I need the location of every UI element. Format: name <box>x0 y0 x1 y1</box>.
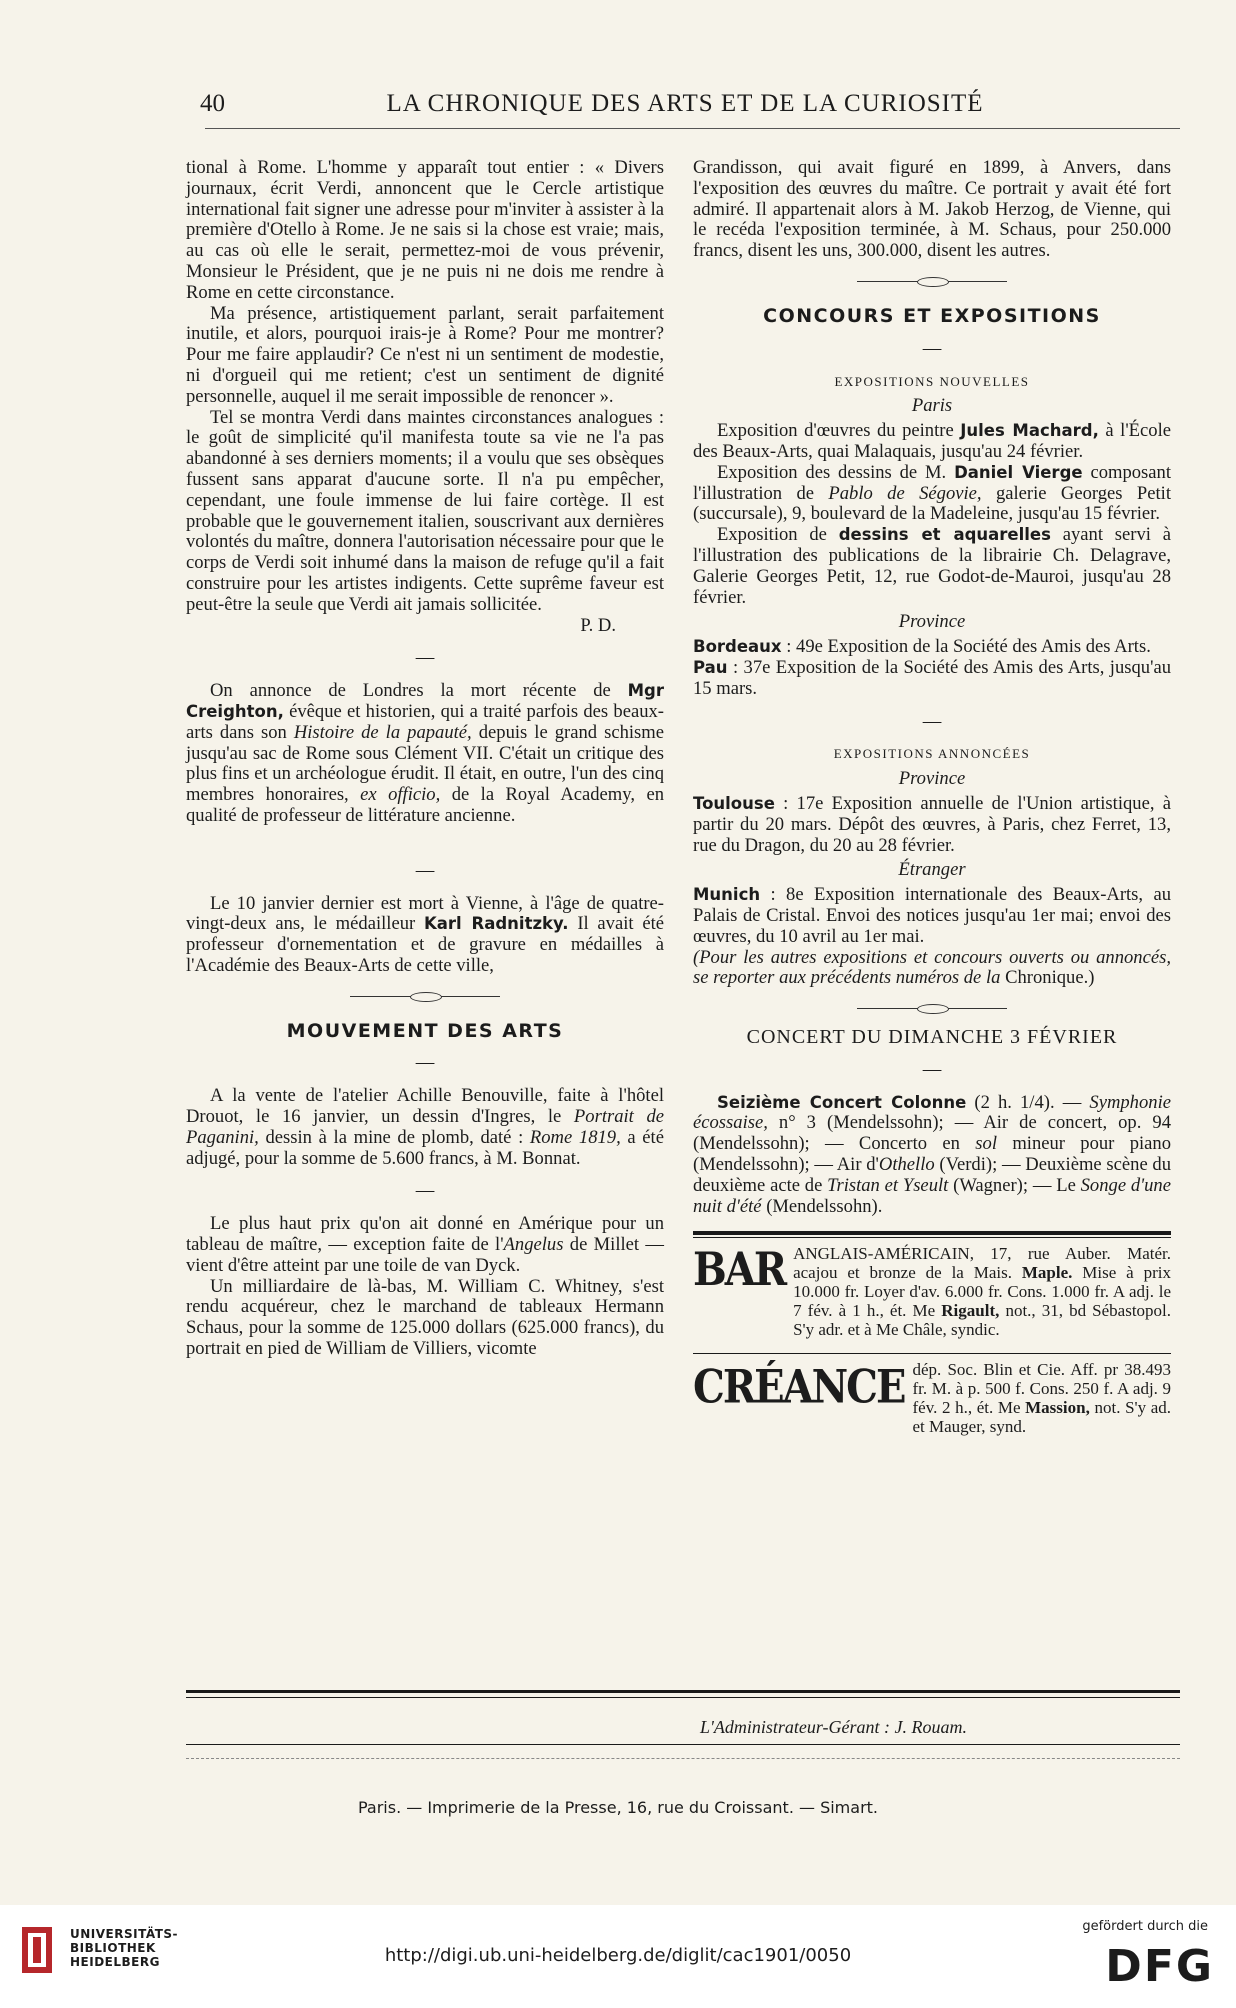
text-run: : 49e Exposition de la Société des Amis des Arts. <box>786 636 1151 658</box>
text-run: ayant servi à l'illustration des publications de la librairie Ch. Delagrave, Galerie Georges Petit, 12, rue Godot-de-Mauroi, jusqu'au 28 février. <box>693 524 1171 608</box>
exhibition-entry <box>693 463 1171 525</box>
paragraph <box>186 681 664 827</box>
ad-rule <box>693 1231 1171 1235</box>
exhibition-entry <box>693 525 1171 608</box>
dotted-rule <box>186 1758 1180 1759</box>
library-name-line: UNIVERSITÄTS- <box>70 1927 179 1941</box>
text-run: dessin à la mine de plomb, daté : <box>265 1126 524 1148</box>
city-name: Toulouse <box>693 793 775 813</box>
paragraph: Un milliardaire de là-bas, M. William C. Whitney, s'est rendu acquéreur, chez le marchand de tableaux Hermann Schaus, pour la somme de 125.000 dollars (625.000 francs), du portrait en pied de William de Villiers, vicomte <box>186 1275 664 1360</box>
text-run: Il avait été professeur d'ornementation et de gravure en médailles à l'Académie des Beaux-Arts de cette ville, <box>186 913 664 976</box>
work-title: Portrait de Paganini, <box>186 1106 664 1148</box>
subsection-heading: EXPOSITIONS NOUVELLES <box>834 373 1030 389</box>
header-rule <box>205 128 1180 129</box>
right-column <box>693 158 1171 1436</box>
paragraph: Tel se montra Verdi dans maintes circonstances analogues : le goût de simplicité qu'il manifesta toute sa vie ne l'a pas abandonné à ses derniers moments; il a voulu que ses obsèques fussent sans apparat d'aucune sorte. Il n'a pu empêcher, cependant, une foule immense de lui faire cortège. Il est probable que le gouvernement italien, souscrivant aux dernières volontés du maître, donnera l'autorisation nécessaire pour que le corps de Verdi soit inhumé dans la maison de refuge qu'il a fait construire pour les artistes indigents. Cette suprême faveur est peut-être la seule que Verdi ait jamais sollicitée. <box>186 406 664 615</box>
text-run: à l'École des Beaux-Arts, quai Malaquais, jusqu'au 24 février. <box>693 420 1172 462</box>
location-heading: Province <box>898 611 966 633</box>
text-run: (2 h. 1/4). — <box>974 1091 1082 1113</box>
separator-dash: — <box>922 1058 942 1080</box>
text-run: depuis le grand schisme jusqu'au sac de Rome sous Clément VII. C'était un critique des plus fins et un archéologue érudit. Il était, en outre, l'un des cinq membres honoraires, <box>186 721 664 806</box>
exhibition-entry <box>693 794 1171 856</box>
person-name: Karl Radnitzky. <box>423 914 569 934</box>
text-run: de Millet — vient d'être atteint par une toile de van Dyck. <box>186 1234 665 1276</box>
text-run: n° 3 (Mendelssohn); — Air de concert, op. 94 (Mendelssohn); — Concerto en <box>693 1112 1171 1155</box>
exhibition-entry <box>693 885 1171 947</box>
paragraph: tional à Rome. L'homme y apparaît tout entier : « Divers journaux, écrit Verdi, annoncent que le Cercle artistique international fait signer une adresse pour m'inviter à assister à la première d'Otello à Rome. Je ne sais si la chose est vraie; mais, au cas où elle le serait, permettez-moi de vous prévenir, Monsieur le Président, que je ne puis ni ne dois me rendre à Rome en cette circonstance. <box>186 157 664 303</box>
person-name: Jules Machard, <box>960 421 1099 441</box>
inscription: Rome 1819, <box>529 1126 621 1148</box>
separator-dash: — <box>415 1052 435 1074</box>
text-run: (Pour les autres expositions et concours ouverts ou annoncés, se reporter aux précédents numéros de la <box>693 946 1171 989</box>
work-title: Angelus <box>503 1234 564 1256</box>
location-heading: Province <box>898 768 966 790</box>
library-name-line: HEIDELBERG <box>70 1955 160 1969</box>
ornament-divider <box>186 991 664 1001</box>
bold-name: Massion, <box>1025 1398 1090 1418</box>
text-run: Exposition d'œuvres du peintre <box>717 420 954 442</box>
page-header <box>190 80 1180 120</box>
text-run: a été adjugé, pour la somme de 5.600 francs, à M. Bonnat. <box>186 1126 664 1169</box>
paragraph <box>186 894 664 977</box>
concert-program <box>693 1093 1171 1218</box>
separator-dash: — <box>922 337 942 359</box>
text-run: ANGLAIS-AMÉRICAIN, 17, rue Auber. Matér. acajou et bronze de la Mais. <box>793 1244 1171 1283</box>
footer-rule <box>186 1744 1180 1745</box>
text-run: (Mendelssohn). <box>766 1195 883 1217</box>
text-run: (Wagner); — Le <box>953 1174 1076 1196</box>
text-run: : 37e Exposition de la Société des Amis des Arts, jusqu'au 15 mars. <box>693 656 1171 699</box>
text-run: Chronique.) <box>1005 967 1095 989</box>
latin-phrase: ex officio, <box>360 784 441 806</box>
text-run: : 17e Exposition annuelle de l'Union artistique, à partir du 20 mars. Dépôt des œuvres, à Paris, chez Ferret, 13, rue du Dragon, du 20 au 28 février. <box>693 792 1171 856</box>
city-name: Pau <box>693 657 728 677</box>
bold-name: Rigault, <box>941 1301 1000 1321</box>
ad-body <box>793 1244 1171 1339</box>
bold-phrase: dessins et aquarelles <box>838 525 1051 545</box>
digitization-footer <box>0 1905 1236 2008</box>
separator-dash: — <box>415 859 435 881</box>
ad-headword: BAR <box>693 1243 786 1298</box>
separator-dash: — <box>415 1180 435 1202</box>
page-number: 40 <box>200 90 225 117</box>
exhibition-entry <box>693 637 1171 658</box>
work-title: Songe d'une nuit d'été <box>693 1174 1171 1217</box>
ornament-divider <box>693 1003 1171 1013</box>
location-heading: Paris <box>911 395 953 417</box>
ad-headword: CRÉANCE <box>693 1360 905 1415</box>
work-title: Symphonie écossaise, <box>693 1091 1171 1134</box>
ad-body <box>913 1360 1172 1436</box>
funding-note: gefördert durch die <box>1082 1919 1208 1934</box>
work-title: Othello <box>878 1154 935 1176</box>
running-title: LA CHRONIQUE DES ARTS ET DE LA CURIOSITÉ <box>386 90 984 117</box>
city-name: Munich <box>693 885 761 905</box>
section-title: MOUVEMENT DES ARTS <box>286 1019 564 1042</box>
person-name: Mgr Creighton, <box>186 681 664 721</box>
text-run: de la Royal Academy, en qualité de professeur de littérature ancienne. <box>186 784 664 826</box>
concert-name: Seizième Concert Colonne <box>717 1092 967 1112</box>
exhibition-entry <box>693 421 1171 463</box>
paragraph <box>186 1086 664 1169</box>
paragraph: Grandisson, qui avait figuré en 1899, à Anvers, dans l'exposition des œuvres du maître. Ce portrait y avait été fort admiré. Il appartenait alors à M. Jakob Herzog, de Vienne, qui le recéda l'exposition terminée, à M. Schaus, pour 250.000 francs, disent les uns, 300.000, disent les autres. <box>693 157 1171 262</box>
work-title: Pablo de Ségovie, <box>828 482 982 504</box>
text-run: dép. Soc. Blin et Cie. Aff. pr 38.493 fr. M. à p. 500 f. Cons. 250 f. A adj. 9 fév. 2 h., ét. Me <box>912 1360 1171 1418</box>
left-column <box>186 158 664 1360</box>
location-heading: Étranger <box>898 859 966 881</box>
classified-ad <box>693 1360 1171 1436</box>
city-name: Bordeaux <box>693 637 782 657</box>
printer-imprint: Paris. — Imprimerie de la Presse, 16, rue du Croissant. — Simart. <box>357 1798 879 1817</box>
footer-rule <box>186 1697 1180 1698</box>
signature: P. D. <box>580 614 616 636</box>
text-run: composant l'illustration de <box>693 461 1171 504</box>
text-run: not., 31, bd Sébastopol. S'y adr. et à Me Châle, syndic. <box>793 1301 1172 1340</box>
work-title: Tristan et Yseult <box>827 1174 949 1196</box>
spacer <box>186 827 664 849</box>
source-url-link[interactable]: http://digi.ub.uni-heidelberg.de/diglit/cac1901/0050 <box>384 1945 852 1966</box>
paragraph: Ma présence, artistiquement parlant, serait parfaitement inutile, et alors, pourquoi irais-je à Rome? Pour me montrer? Pour me faire applaudir? Ce n'est ni un sentiment de modestie, ni d'orgueil qui me retient; c'est un sentiment de dignité personnelle, auquel il me serait impossible de renoncer ». <box>186 302 664 407</box>
text-run: Le plus haut prix qu'on ait donné en Amérique pour un tableau de maître, — exception faite de l' <box>186 1213 664 1256</box>
text-run: : 8e Exposition internationale des Beaux-Arts, au Palais de Cristal. Envoi des notices jusqu'au 1er mai; envoi des œuvres, du 10 avril au 1er mai. <box>693 884 1171 947</box>
text-run: Exposition des dessins de M. <box>717 461 947 483</box>
separator-dash: — <box>415 647 435 669</box>
exhibition-entry <box>693 658 1171 700</box>
paragraph <box>186 1214 664 1276</box>
library-name-line: BIBLIOTHEK <box>70 1941 156 1955</box>
text-run: mineur pour piano (Mendelssohn); — Air d' <box>693 1133 1171 1176</box>
bold-name: Maple. <box>1021 1263 1073 1283</box>
key-name: sol <box>975 1133 997 1155</box>
text-run: galerie Georges Petit (succursale), 9, boulevard de la Madeleine, jusqu'au 15 février. <box>693 482 1171 525</box>
classified-ad <box>693 1244 1171 1339</box>
section-title: CONCOURS ET EXPOSITIONS <box>763 304 1101 327</box>
text-run: On annonce de Londres la mort récente de <box>210 680 611 702</box>
text-run: Mise à prix 10.000 fr. Loyer d'av. 6.000 fr. Cons. 1.000 fr. A adj. le 7 fév. à 1 h., ét. Me <box>793 1263 1172 1321</box>
administrator-line: L'Administrateur-Gérant : J. Rouam. <box>700 1717 967 1737</box>
separator-dash: — <box>922 710 942 732</box>
text-run: Exposition de <box>717 524 827 546</box>
section-title: CONCERT DU DIMANCHE 3 FÉVRIER <box>746 1026 1118 1049</box>
text-run: not. S'y ad. et Mauger, synd. <box>912 1398 1172 1437</box>
subsection-heading: EXPOSITIONS ANNONCÉES <box>833 746 1031 762</box>
text-run: A la vente de l'atelier Achille Benouville, faite à l'hôtel Drouot, le 16 janvier, un dessin d'Ingres, le <box>186 1085 664 1128</box>
person-name: Daniel Vierge <box>954 462 1083 482</box>
work-title: Histoire de la papauté, <box>293 721 472 743</box>
editorial-note <box>693 948 1171 990</box>
dfg-logo: DFG <box>1105 1941 1214 1992</box>
text-run: évêque et historien, qui a traité parfois des beaux-arts dans son <box>186 700 664 743</box>
text-run: (Verdi); — Deuxième scène du deuxième acte de <box>693 1154 1172 1196</box>
ornament-divider <box>693 276 1171 286</box>
text-run: Le 10 janvier dernier est mort à Vienne, à l'âge de quatre-vingt-deux ans, le médailleur <box>186 892 664 935</box>
footer-rule <box>186 1690 1180 1693</box>
